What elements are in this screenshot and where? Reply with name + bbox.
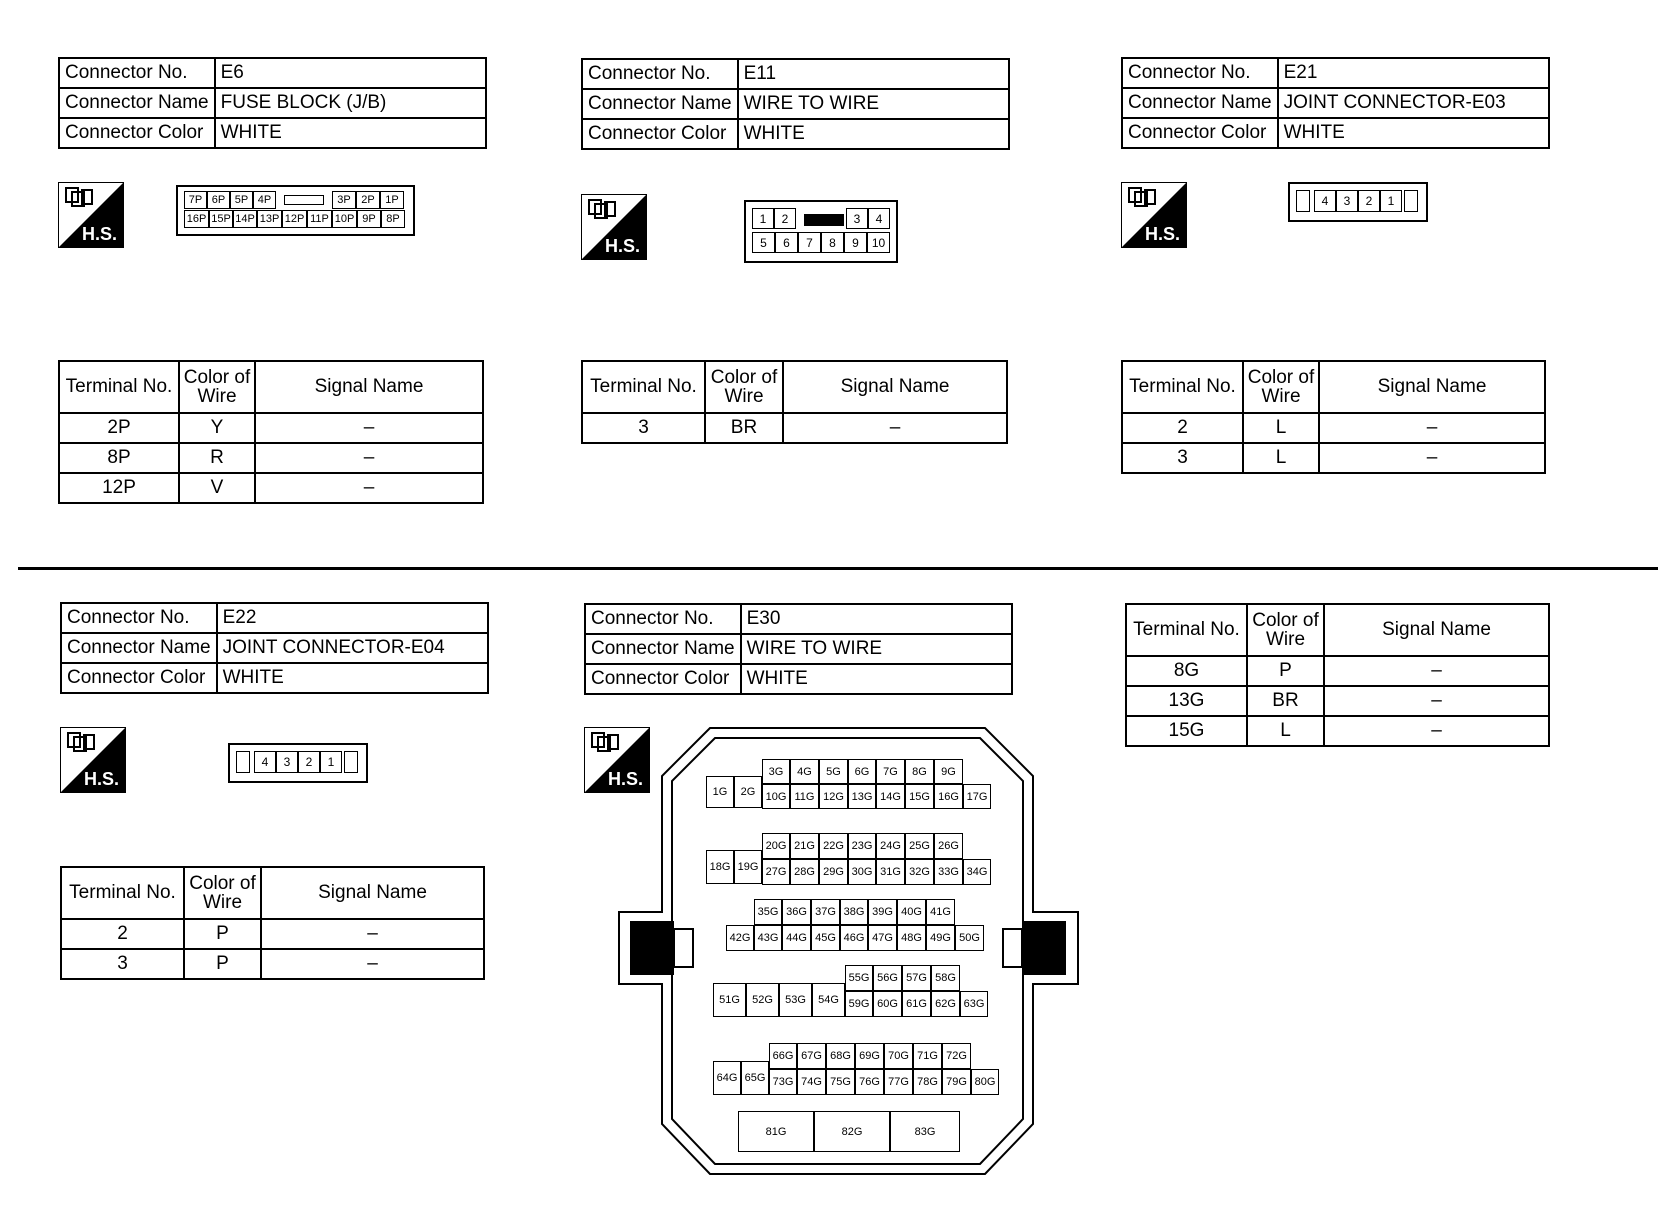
pin: 13G <box>848 784 876 809</box>
header-signal-name: Signal Name <box>261 867 484 919</box>
pin: 3 <box>846 208 868 229</box>
header-color-of-wire: Color of Wire <box>705 361 783 413</box>
header-terminal-no: Terminal No. <box>582 361 705 413</box>
e22-connector-face <box>228 743 368 783</box>
hs-icon <box>60 727 126 793</box>
pin: 17G <box>963 784 991 809</box>
hs-icon <box>58 182 124 248</box>
e6-connector-color: WHITE <box>215 118 486 148</box>
e6-pins-bottom <box>184 210 405 228</box>
pin: 36G <box>782 899 811 925</box>
table-row: 8G P – <box>1126 656 1549 686</box>
latch <box>236 751 250 773</box>
e21-connector-info <box>1121 57 1550 149</box>
pin: 3G <box>762 759 790 784</box>
table-row: 8P R – <box>59 443 483 473</box>
pin: 4 <box>868 208 890 229</box>
e21-connector-face <box>1288 182 1428 222</box>
pin: 42G <box>726 925 754 951</box>
pin: 2 <box>774 208 796 229</box>
pin: 49G <box>926 925 955 951</box>
table-row: 15G L – <box>1126 716 1549 746</box>
label-connector-color: Connector Color <box>61 663 217 693</box>
label-connector-no: Connector No. <box>59 58 215 88</box>
pin: 12G <box>819 784 848 809</box>
pin: 19G <box>734 850 762 884</box>
pin: 54G <box>812 983 845 1017</box>
pin: 27G <box>762 859 790 885</box>
key-slot <box>284 195 324 205</box>
label-connector-no: Connector No. <box>585 604 741 634</box>
e11-terminal-table <box>581 360 1008 444</box>
pin: 62G <box>931 991 960 1017</box>
pin: 35G <box>754 899 782 925</box>
table-row: 2P Y – <box>59 413 483 443</box>
pin: 58G <box>931 965 960 991</box>
pin: 9G <box>934 759 963 784</box>
label-connector-no: Connector No. <box>582 59 738 89</box>
pin: 2P <box>356 191 380 209</box>
pin: 77G <box>884 1069 913 1095</box>
pin: 81G <box>738 1111 814 1152</box>
e6-connector-no: E6 <box>215 58 486 88</box>
pin: 57G <box>902 965 931 991</box>
pin: 68G <box>826 1043 855 1069</box>
label-connector-name: Connector Name <box>1122 88 1278 118</box>
pin: 15P <box>209 210 233 228</box>
label-connector-name: Connector Name <box>585 634 741 664</box>
pin: 28G <box>790 859 819 885</box>
e21-connector-name: JOINT CONNECTOR-E03 <box>1278 88 1549 118</box>
label-connector-color: Connector Color <box>582 119 738 149</box>
pin: 13P <box>257 210 282 228</box>
e6-pins-top <box>184 191 405 209</box>
e6-connector-face <box>176 185 415 236</box>
section-divider <box>18 567 1658 570</box>
header-terminal-no: Terminal No. <box>1122 361 1243 413</box>
pin: 56G <box>873 965 902 991</box>
pin: 44G <box>782 925 811 951</box>
svg-text:H.S.: H.S. <box>1145 224 1181 244</box>
header-color-of-wire: Color of Wire <box>1243 361 1319 413</box>
pin: 53G <box>779 983 812 1017</box>
latch <box>1296 190 1310 212</box>
e11-connector-info <box>581 58 1010 150</box>
pin: 8G <box>905 759 934 784</box>
pin: 6G <box>848 759 876 784</box>
pin: 1G <box>706 776 734 808</box>
pin: 2G <box>734 776 762 808</box>
pin: 80G <box>971 1069 999 1095</box>
latch <box>344 751 358 773</box>
e22-terminal-table <box>60 866 485 980</box>
label-connector-no: Connector No. <box>61 603 217 633</box>
pin: 47G <box>868 925 897 951</box>
e30-connector-no: E30 <box>741 604 1012 634</box>
e6-connector-name: FUSE BLOCK (J/B) <box>215 88 486 118</box>
header-signal-name: Signal Name <box>1319 361 1545 413</box>
pin: 29G <box>819 859 848 885</box>
e11-connector-face <box>744 200 898 263</box>
pin: 21G <box>790 833 819 859</box>
e30-connector-color: WHITE <box>741 664 1012 694</box>
table-row: 2 P – <box>61 919 484 949</box>
pin: 38G <box>840 899 868 925</box>
svg-text:H.S.: H.S. <box>605 236 641 256</box>
pin: 3 <box>276 751 298 773</box>
e30-terminal-table <box>1125 603 1550 747</box>
pin: 30G <box>848 859 876 885</box>
pin: 2 <box>298 751 320 773</box>
pin: 82G <box>814 1111 890 1152</box>
pin: 25G <box>905 833 934 859</box>
pin: 1 <box>752 208 774 229</box>
pin: 5G <box>819 759 848 784</box>
table-row: 3 BR – <box>582 413 1007 443</box>
label-connector-no: Connector No. <box>1122 58 1278 88</box>
pin: 72G <box>942 1043 971 1069</box>
label-connector-color: Connector Color <box>585 664 741 694</box>
label-connector-name: Connector Name <box>61 633 217 663</box>
pin: 4G <box>790 759 819 784</box>
e22-connector-no: E22 <box>217 603 488 633</box>
pin: 74G <box>797 1069 826 1095</box>
pin: 10G <box>762 784 790 809</box>
pin: 14P <box>233 210 257 228</box>
e22-connector-name: JOINT CONNECTOR-E04 <box>217 633 488 663</box>
pin: 32G <box>905 859 934 885</box>
pin: 46G <box>840 925 868 951</box>
label-connector-name: Connector Name <box>59 88 215 118</box>
header-signal-name: Signal Name <box>1324 604 1549 656</box>
label-connector-name: Connector Name <box>582 89 738 119</box>
key-slot <box>804 214 844 226</box>
e6-terminal-table <box>58 360 484 504</box>
pin: 52G <box>746 983 779 1017</box>
pin: 23G <box>848 833 876 859</box>
latch <box>1404 190 1418 212</box>
pin: 7P <box>184 191 207 209</box>
pin: 64G <box>713 1061 741 1095</box>
pin: 8P <box>381 210 405 228</box>
pin: 6P <box>207 191 230 209</box>
pin: 60G <box>873 991 902 1017</box>
pin: 50G <box>955 925 984 951</box>
pin: 83G <box>890 1111 960 1152</box>
pin: 7G <box>876 759 905 784</box>
pin: 34G <box>963 859 991 885</box>
pin: 70G <box>884 1043 913 1069</box>
pin: 11P <box>307 210 332 228</box>
pin: 22G <box>819 833 848 859</box>
pin: 1P <box>380 191 404 209</box>
pin: 40G <box>897 899 926 925</box>
label-connector-color: Connector Color <box>59 118 215 148</box>
pin: 14G <box>876 784 905 809</box>
pin: 33G <box>934 859 963 885</box>
pin: 43G <box>754 925 782 951</box>
e11-connector-no: E11 <box>738 59 1009 89</box>
pin: 66G <box>769 1043 797 1069</box>
pin: 8 <box>821 232 844 253</box>
pin: 18G <box>706 850 734 884</box>
pin: 61G <box>902 991 931 1017</box>
pin: 11G <box>790 784 819 809</box>
pin: 20G <box>762 833 790 859</box>
pin: 51G <box>713 983 746 1017</box>
header-signal-name: Signal Name <box>255 361 483 413</box>
e21-terminal-table <box>1121 360 1546 474</box>
pin: 9P <box>357 210 381 228</box>
pin: 55G <box>845 965 873 991</box>
pin: 73G <box>769 1069 797 1095</box>
e30-connector-name: WIRE TO WIRE <box>741 634 1012 664</box>
pin: 71G <box>913 1043 942 1069</box>
pin: 3P <box>332 191 356 209</box>
pin: 5P <box>230 191 253 209</box>
header-color-of-wire: Color of Wire <box>1247 604 1324 656</box>
hs-icon <box>581 194 647 260</box>
pin: 75G <box>826 1069 855 1095</box>
table-row: 2 L – <box>1122 413 1545 443</box>
pin: 5 <box>752 232 775 253</box>
pin: 4 <box>1314 190 1336 212</box>
pin: 24G <box>876 833 905 859</box>
pin: 12P <box>282 210 307 228</box>
pin: 79G <box>942 1069 971 1095</box>
pin: 63G <box>960 991 988 1017</box>
pin: 10 <box>867 232 890 253</box>
pin: 1 <box>320 751 342 773</box>
pin: 6 <box>775 232 798 253</box>
e11-connector-name: WIRE TO WIRE <box>738 89 1009 119</box>
header-signal-name: Signal Name <box>783 361 1007 413</box>
e22-connector-color: WHITE <box>217 663 488 693</box>
pin: 4P <box>253 191 276 209</box>
pin: 59G <box>845 991 873 1017</box>
pin: 4 <box>254 751 276 773</box>
pin: 10P <box>332 210 357 228</box>
e22-connector-info <box>60 602 489 694</box>
pin: 65G <box>741 1061 769 1095</box>
pin: 16P <box>184 210 209 228</box>
pin: 45G <box>811 925 840 951</box>
table-row: 3 L – <box>1122 443 1545 473</box>
pin: 39G <box>868 899 897 925</box>
e21-connector-no: E21 <box>1278 58 1549 88</box>
header-color-of-wire: Color of Wire <box>184 867 261 919</box>
pin: 76G <box>855 1069 884 1095</box>
header-color-of-wire: Color of Wire <box>179 361 255 413</box>
svg-text:H.S.: H.S. <box>82 224 118 244</box>
header-terminal-no: Terminal No. <box>1126 604 1247 656</box>
pin: 16G <box>934 784 963 809</box>
table-row: 3 P – <box>61 949 484 979</box>
label-connector-color: Connector Color <box>1122 118 1278 148</box>
pin: 1 <box>1380 190 1402 212</box>
pin: 41G <box>926 899 955 925</box>
pin: 2 <box>1358 190 1380 212</box>
e21-connector-color: WHITE <box>1278 118 1549 148</box>
table-row: 12P V – <box>59 473 483 503</box>
header-terminal-no: Terminal No. <box>59 361 179 413</box>
pin: 3 <box>1336 190 1358 212</box>
pin: 7 <box>798 232 821 253</box>
pin: 67G <box>797 1043 826 1069</box>
e30-connector-info <box>584 603 1013 695</box>
pin: 31G <box>876 859 905 885</box>
svg-text:H.S.: H.S. <box>608 769 644 789</box>
table-row: 13G BR – <box>1126 686 1549 716</box>
pin: 37G <box>811 899 840 925</box>
pin: 78G <box>913 1069 942 1095</box>
hs-icon <box>1121 182 1187 248</box>
e11-connector-color: WHITE <box>738 119 1009 149</box>
pin: 9 <box>844 232 867 253</box>
pin: 48G <box>897 925 926 951</box>
pin: 26G <box>934 833 963 859</box>
pin: 69G <box>855 1043 884 1069</box>
pin: 15G <box>905 784 934 809</box>
e6-connector-info <box>58 57 487 149</box>
header-terminal-no: Terminal No. <box>61 867 184 919</box>
svg-text:H.S.: H.S. <box>84 769 120 789</box>
